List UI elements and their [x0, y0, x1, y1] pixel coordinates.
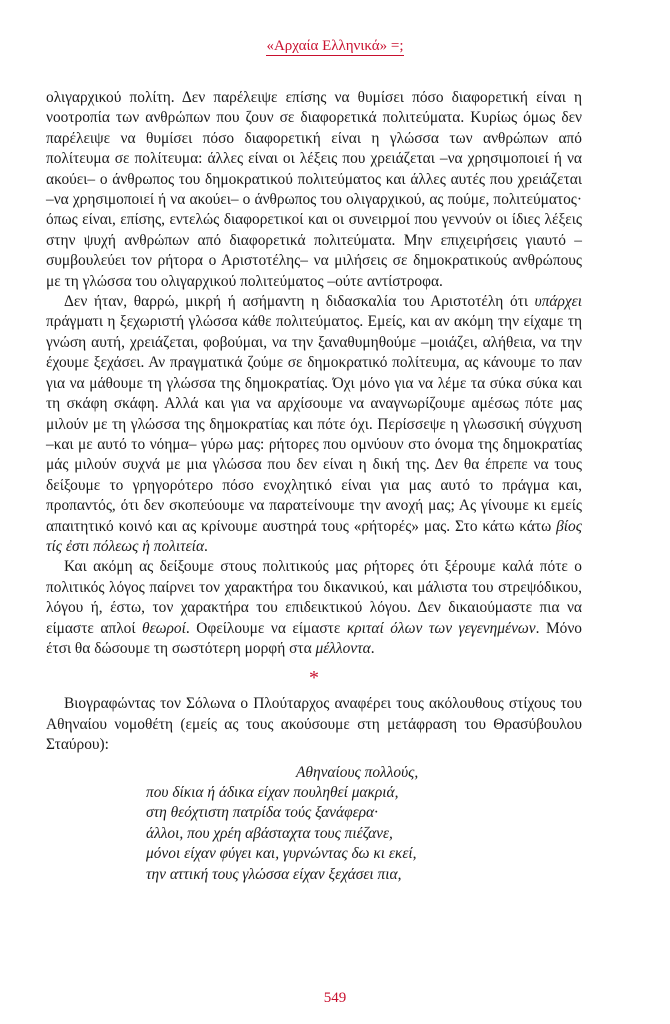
poem-line: Αθηναίους πολλούς, — [296, 763, 419, 781]
emphasis-text: μέλλοντα — [315, 639, 371, 657]
poem-line: στη θεόχτιστη πατρίδα τούς ξανάφερα· — [146, 804, 378, 822]
running-title: «Αρχαία Ελληνικά» =; — [266, 38, 404, 54]
poem-line: άλλοι, που χρέη αβάσταχτα τους πιέζανε, — [146, 824, 393, 842]
paragraph-1: ολιγαρχικού πολίτη. Δεν παρέλειψε επίσης να θυμίσει πόσο διαφορετική είναι η νοοτροπία των ανθρώπων που ζουν σε διαφορετικά πολιτεύματα. Κυρίως όμως δεν παρέλειψε να θυμίσει πόσο διαφορετική είναι η γλώσσα των ανθρώπων από πολίτευμα σε πολίτευμα: άλλες είναι οι λέξεις που χρειάζεται –να χρησιμοποιεί ή να ακούει– ο άνθρωπος του δημοκρατικού πολιτεύματος και άλλες αυτές που χρειάζεται –να χρησιμοποιεί ή να ακούει– ο άνθρωπος του ολιγαρχικού, ας πούμε, πολιτεύματος· όπως είναι, επίσης, εντελώς διαφορετικοί και οι συνειρμοί που γεννούν οι ίδιες λέξεις στην ψυχή ανθρώπων από διαφορετικά πολιτεύματα. Μην επιχειρήσεις γιαυτό –συμβουλεύει τον ρήτορα ο Αριστοτέλης– να μιλήσεις σε δημοκρατικούς ανθρώπους με τη γλώσσα του ολιγαρχικού πολιτεύματος –ούτε αντίστροφα. — [46, 89, 582, 290]
paragraph-3: Και ακόμη ας δείξουμε στους πολιτικούς μας ρήτορες ότι ξέρουμε καλά πότε ο πολιτικός λόγος παίρνει τον χαρακτήρα του δικανικού, και μάλιστα του στρεψόδικου, λόγου ή, έστω, τον χαρακτήρα του επιδεικτικού λόγου. Δεν δικαιούμαστε πια να είμαστε απλοί θεωροί. Οφείλουμε να είμαστε κριταί όλων των γεγενημένων. Μόνο έτσι θα δώσουμε τη σωστότερη μορφή στα μέλλοντα. — [46, 558, 582, 657]
poem-line: την αττική τους γλώσσα είχαν ξεχάσει πια, — [146, 865, 402, 883]
paragraph-4: Βιογραφώντας τον Σόλωνα ο Πλούταρχος αναφέρει τους ακόλουθους στίχους του Αθηναίου νομοθέτη (εμείς ας τους ακούσουμε στη μετάφραση του Θρασύβουλου Σταύρου): — [46, 695, 582, 754]
emphasis-text: υπάρχει — [534, 293, 582, 311]
poem-quote — [46, 763, 582, 885]
paragraph-2: Δεν ήταν, θαρρώ, μικρή ή ασήμαντη η διδασκαλία του Αριστοτέλη ότι υπάρχει πράγματι η ξεχωριστή γλώσσα κάθε πολιτεύματος. Εμείς, και αν ακόμη την είχαμε τη γνώση αυτή, χρειάζεται, φοβούμαι, να την ξαναθυμηθούμε –μοιάζει, αλήθεια, να την έχουμε ξεχάσει. Αν πραγματικά ζούμε σε δημοκρατικό πολίτευμα, ας κάνουμε το παν για να μάθουμε τη γλώσσα της δημοκρατίας. Όχι μόνο για να λέμε τα σύκα σύκα και τη σκάφη σκάφη. Αλλά και για να αρχίσουμε να αναγνωρίζουμε αμέσως πότε μας μιλούν με τη γλώσσα της δημοκρατίας και πότε όχι. Περίσσεψε η γλωσσική σύγχυση –και με αυτό το νόημα– γύρω μας: ρήτορες που ομνύουν στο όνομα της δημοκρατίας μάς μιλούν συχνά με μια γλώσσα που δεν είναι η δική της. Δεν θα έπρεπε να τους δείξουμε το γρηγορότερο πόσο ενοχλητικό είναι για μας αυτό το πράγμα και, προπαντός, ότι δεν σκοπεύουμε να παρατείνουμε την ανοχή μας; Ας γίνουμε κι εμείς απαιτητικό κοινό και ας κρίνουμε αυστηρά τους «ρήτορές» μας. Στο κάτω κάτω βίος τίς ἐστι πόλεως ἡ πολιτεία. — [46, 293, 582, 555]
page-number: 549 — [323, 990, 347, 1006]
poem-line: μόνοι είχαν φύγει και, γυρνώντας δω κι εκεί, — [146, 845, 417, 863]
emphasis-text: βίος τίς ἐστι πόλεως ἡ πολιτεία — [46, 517, 582, 555]
main-text — [46, 88, 582, 885]
emphasis-text: θεωροί — [142, 619, 186, 637]
emphasis-text: κριταί όλων των γεγενημένων — [346, 619, 536, 637]
section-separator: * — [309, 667, 319, 690]
poem-line: που δίκια ή άδικα είχαν πουληθεί μακριά, — [146, 784, 399, 801]
running-header — [0, 38, 670, 55]
